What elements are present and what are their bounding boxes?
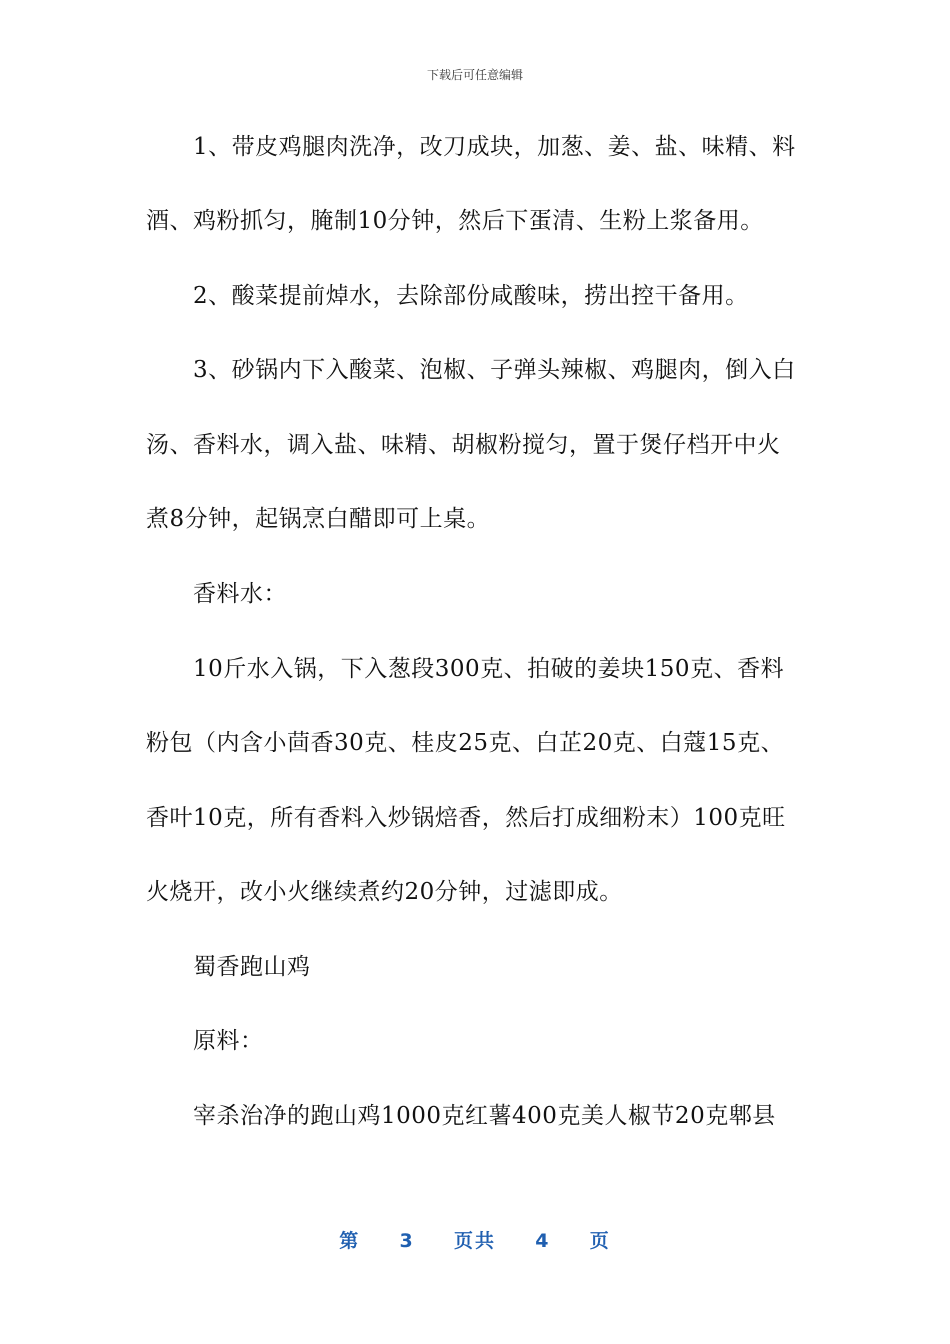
- footer-middle: 页共: [453, 1230, 496, 1252]
- paragraph-line: 酒、鸡粉抓匀，腌制10分钟，然后下蛋清、生粉上浆备用。: [146, 208, 764, 234]
- paragraph-line: 3、砂锅内下入酸菜、泡椒、子弹头辣椒、鸡腿肉，倒入白: [193, 357, 796, 383]
- paragraph-line: 煮8分钟，起锅烹白醋即可上桌。: [146, 506, 491, 532]
- paragraph-line: 汤、香料水，调入盐、味精、胡椒粉搅匀，置于煲仔档开中火: [146, 432, 781, 458]
- footer-suffix: 页: [589, 1230, 611, 1252]
- page-footer: [0, 1226, 950, 1253]
- section-title: 蜀香跑山鸡: [193, 954, 311, 980]
- current-page-number: 3: [399, 1230, 415, 1252]
- paragraph-line: 10斤水入锅，下入葱段300克、拍破的姜块150克、香料: [193, 656, 785, 682]
- paragraph-line: 香叶10克，所有香料入炒锅焙香，然后打成细粉末）100克旺: [146, 805, 786, 831]
- paragraph-line: 火烧开，改小火继续煮约20分钟，过滤即成。: [146, 879, 623, 905]
- paragraph-line: 宰杀治净的跑山鸡1000克红薯400克美人椒节20克郫县: [193, 1103, 776, 1129]
- paragraph-line: 香料水：: [193, 581, 287, 607]
- paragraph-line: 粉包（内含小茴香30克、桂皮25克、白芷20克、白蔻15克、: [146, 730, 785, 756]
- footer-prefix: 第: [339, 1230, 361, 1252]
- total-page-number: 4: [535, 1230, 551, 1252]
- paragraph-line: 1、带皮鸡腿肉洗净，改刀成块，加葱、姜、盐、味精、料: [193, 134, 796, 160]
- paragraph-line: 2、酸菜提前焯水，去除部份咸酸味，捞出控干备用。: [193, 283, 749, 309]
- header-note: 下载后可任意编辑: [426, 68, 523, 82]
- paragraph-line: 原料：: [193, 1028, 264, 1054]
